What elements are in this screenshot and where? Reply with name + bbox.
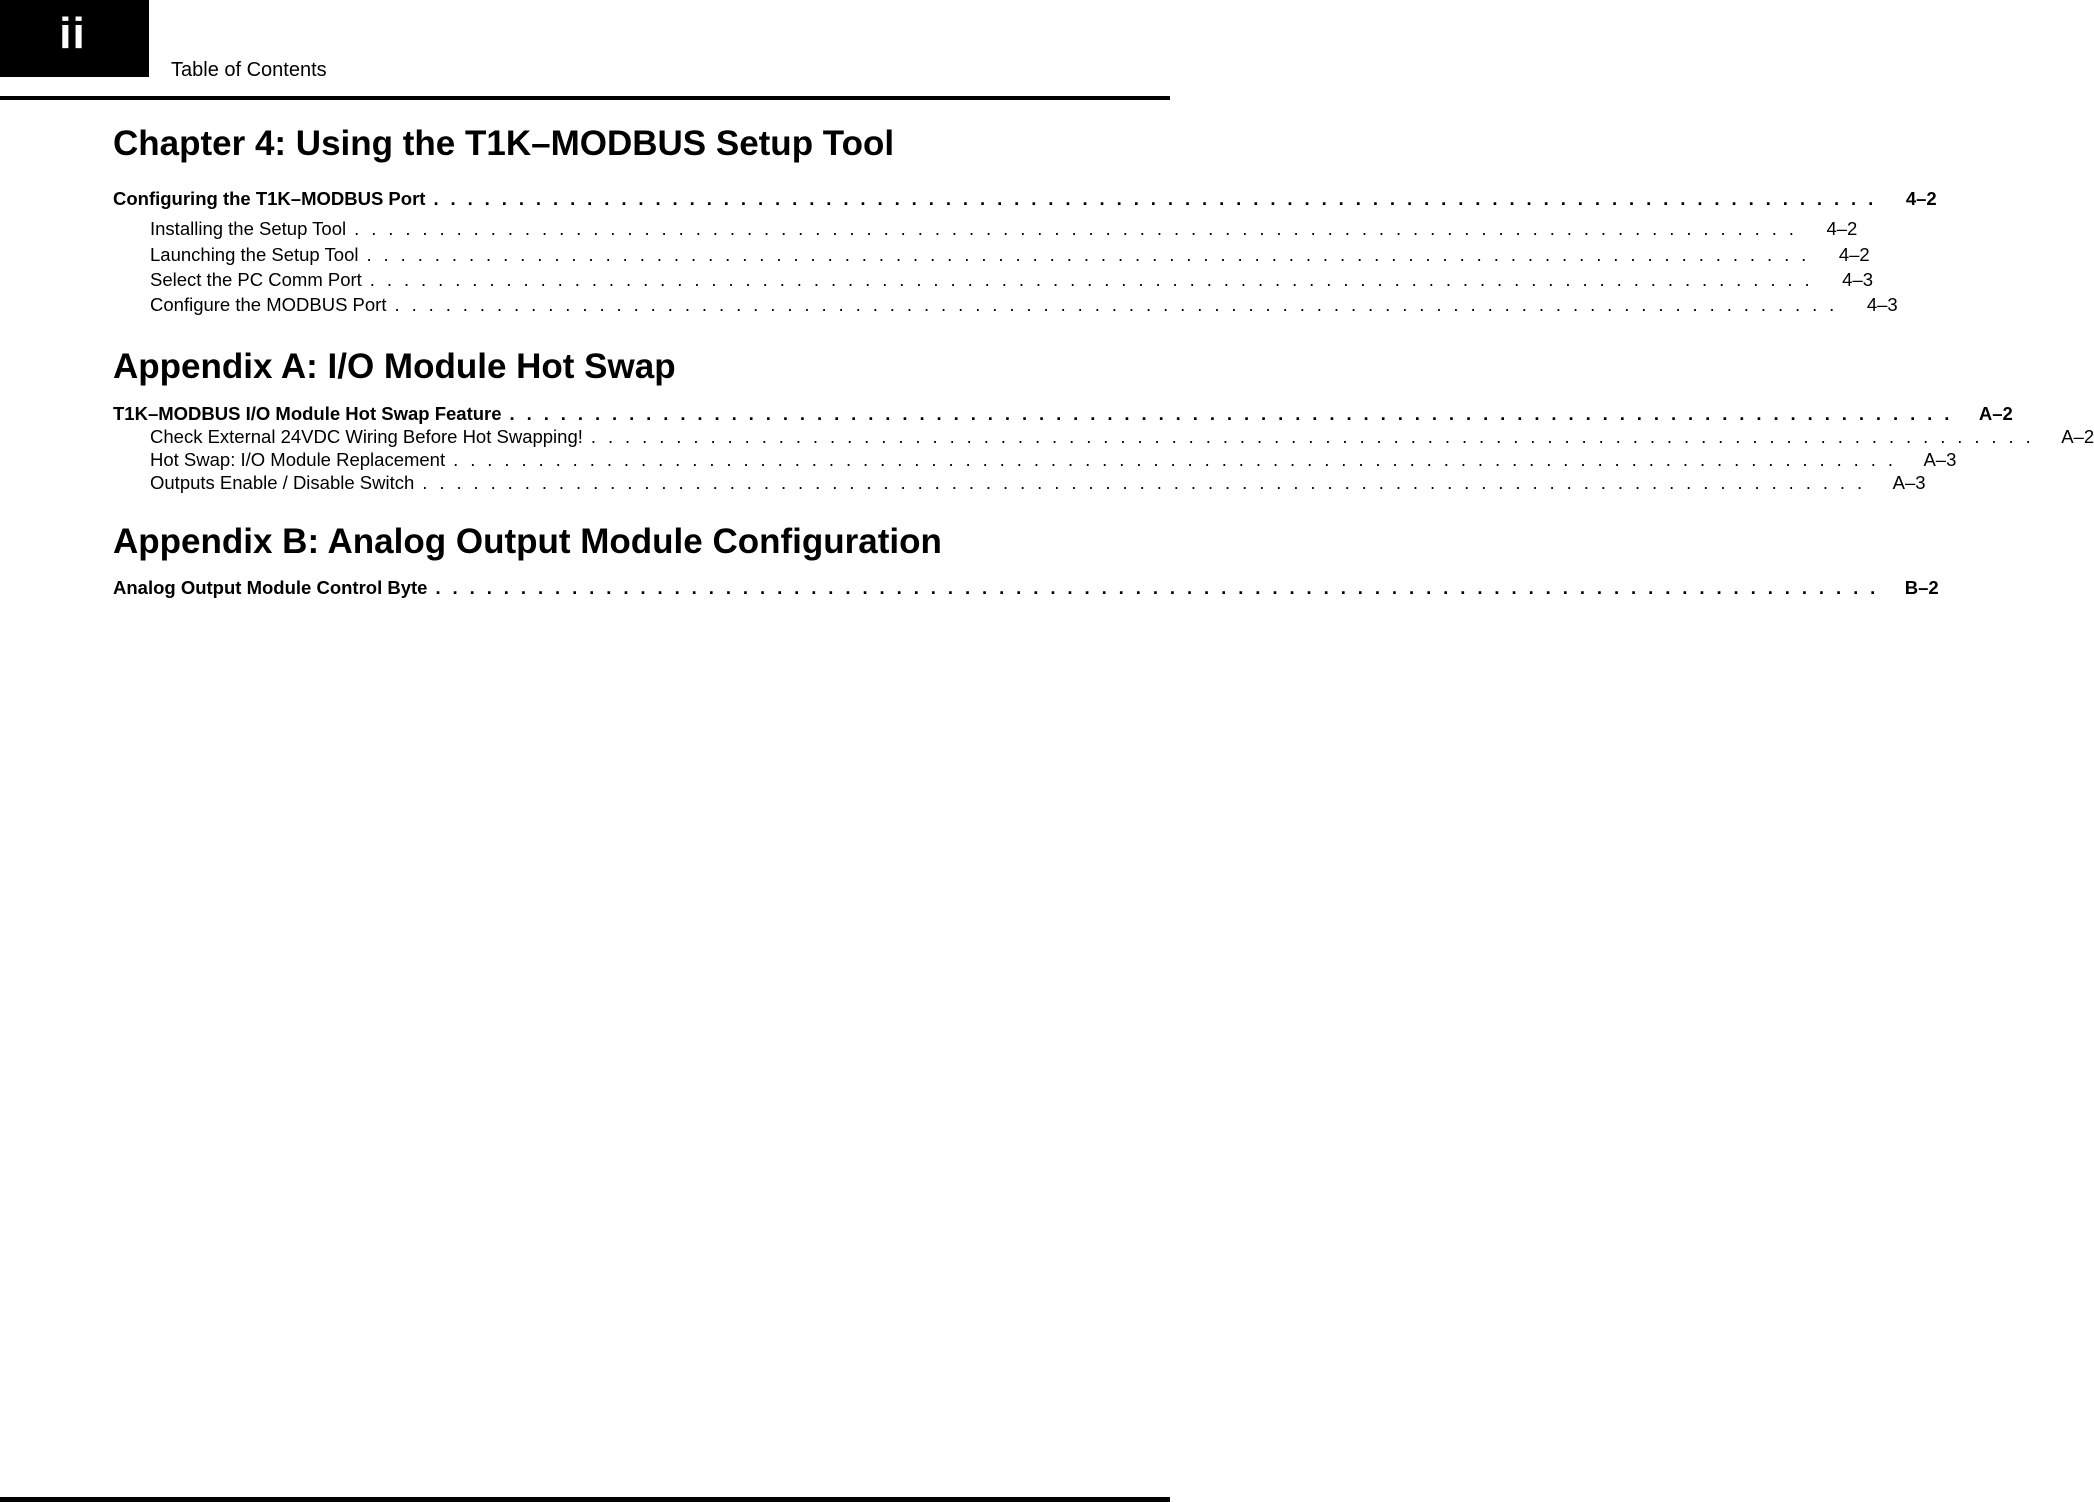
toc-subentry-page: A–2: [2061, 426, 2094, 447]
toc-subentry-page: 4–3: [1866, 294, 1898, 315]
dot-leader: . . . . . . . . . . . . . . . . . . . . . . . . . . . . . . . . . . . . . . . . . . . . . . . . . . . . . . . . . . . . . . . . . . . . . . . . . . . . . . . . . . . . .: [590, 426, 2035, 447]
toc-entry-page: 4–2: [1905, 188, 1937, 209]
toc-subentry[interactable]: [150, 269, 1874, 291]
toc-subentry-label: Select the PC Comm Port: [150, 269, 362, 290]
appendix-a-title: Appendix A: I/O Module Hot Swap: [113, 347, 676, 386]
toc-subentry-label: Configure the MODBUS Port: [150, 294, 387, 315]
toc-subentry-label: Launching the Setup Tool: [150, 244, 359, 265]
toc-subentry-label: Outputs Enable / Disable Switch: [150, 472, 415, 493]
toc-subentry-page: 4–2: [1838, 244, 1870, 265]
dot-leader: . . . . . . . . . . . . . . . . . . . . . . . . . . . . . . . . . . . . . . . . . . . . . . . . . . . . . . . . . . . . . . . . . . . . . . . . . . . . . . . . . . . . .: [369, 269, 1814, 290]
toc-subentry[interactable]: [150, 218, 1858, 240]
dot-leader: . . . . . . . . . . . . . . . . . . . . . . . . . . . . . . . . . . . . . . . . . . . . . . . . . . . . . . . . . . . . . . . . . . . . . . . . . . . . . . . . . . . . .: [509, 403, 1953, 424]
toc-entry-label: Configuring the T1K–MODBUS Port: [113, 188, 426, 209]
toc-entry[interactable]: [113, 188, 1937, 210]
toc-subentry[interactable]: [150, 294, 1898, 316]
dot-leader: . . . . . . . . . . . . . . . . . . . . . . . . . . . . . . . . . . . . . . . . . . . . . . . . . . . . . . . . . . . . . . . . . . . . . . . . . . . . . . . . . . . . .: [433, 188, 1877, 209]
chapter-4-title: Chapter 4: Using the T1K–MODBUS Setup Tool: [113, 124, 895, 163]
toc-entry-page: A–2: [1978, 403, 2013, 424]
dot-leader: . . . . . . . . . . . . . . . . . . . . . . . . . . . . . . . . . . . . . . . . . . . . . . . . . . . . . . . . . . . . . . . . . . . . . . . . . . . . . . . . . . . . .: [422, 472, 1866, 493]
toc-subentry-page: A–3: [1892, 472, 1926, 493]
toc-entry-page: B–2: [1904, 577, 1939, 598]
toc-entry-label: Analog Output Module Control Byte: [113, 577, 428, 598]
page-number: ii: [59, 9, 86, 58]
toc-subentry-label: Installing the Setup Tool: [150, 218, 347, 239]
toc-subentry-page: A–3: [1923, 449, 1957, 470]
page-number-tab: [0, 0, 149, 77]
toc-subentry[interactable]: [150, 244, 1870, 266]
footer-rule: [0, 1497, 1170, 1502]
toc-subentry-label: Hot Swap: I/O Module Replacement: [150, 449, 446, 470]
toc-subentry-page: 4–2: [1826, 218, 1858, 239]
running-head: Table of Contents: [171, 59, 327, 81]
dot-leader: . . . . . . . . . . . . . . . . . . . . . . . . . . . . . . . . . . . . . . . . . . . . . . . . . . . . . . . . . . . . . . . . . . . . . . . . . . . . . . . . . . . . .: [435, 577, 1879, 598]
toc-subentry-label: Check External 24VDC Wiring Before Hot Swapping!: [150, 426, 583, 447]
toc-subentry[interactable]: [150, 472, 1926, 494]
toc-entry-label: T1K–MODBUS I/O Module Hot Swap Feature: [113, 403, 502, 424]
dot-leader: . . . . . . . . . . . . . . . . . . . . . . . . . . . . . . . . . . . . . . . . . . . . . . . . . . . . . . . . . . . . . . . . . . . . . . . . . . . . . . . . . . . . .: [366, 244, 1810, 265]
toc-subentry[interactable]: [150, 449, 1957, 471]
toc-entry[interactable]: [113, 577, 1939, 599]
toc-entry[interactable]: [113, 403, 2013, 425]
dot-leader: . . . . . . . . . . . . . . . . . . . . . . . . . . . . . . . . . . . . . . . . . . . . . . . . . . . . . . . . . . . . . . . . . . . . . . . . . . . . . . . . . . . . .: [394, 294, 1838, 315]
dot-leader: . . . . . . . . . . . . . . . . . . . . . . . . . . . . . . . . . . . . . . . . . . . . . . . . . . . . . . . . . . . . . . . . . . . . . . . . . . . . . . . . . . . . .: [354, 218, 1798, 239]
toc-subentry[interactable]: [150, 426, 2094, 448]
dot-leader: . . . . . . . . . . . . . . . . . . . . . . . . . . . . . . . . . . . . . . . . . . . . . . . . . . . . . . . . . . . . . . . . . . . . . . . . . . . . . . . . . . . . .: [453, 449, 1897, 470]
header-rule: [0, 96, 1170, 100]
appendix-b-title: Appendix B: Analog Output Module Configuration: [113, 522, 942, 561]
toc-subentry-page: 4–3: [1842, 269, 1874, 290]
